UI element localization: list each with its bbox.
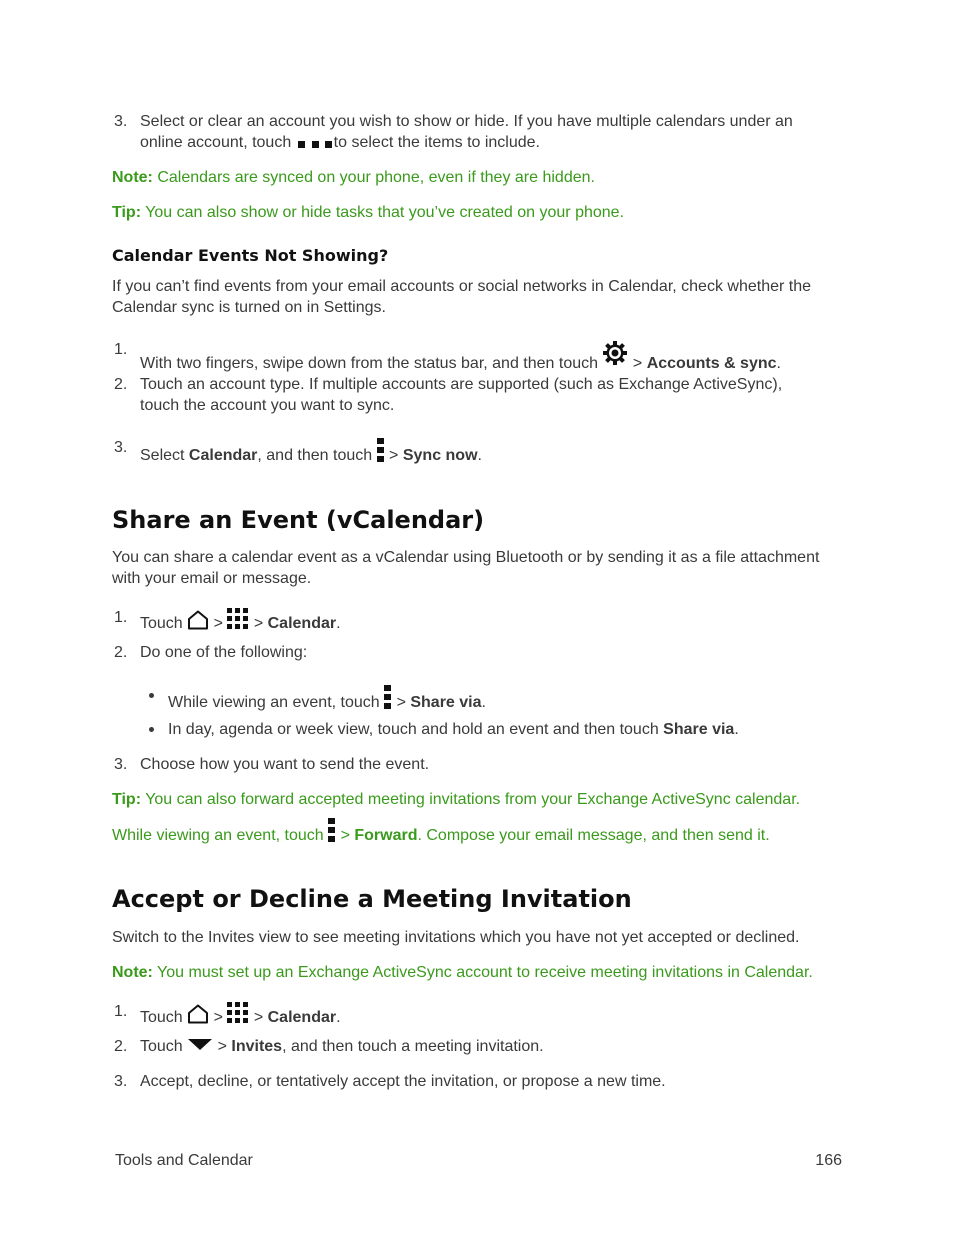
separator: > xyxy=(384,447,403,464)
apps-grid-icon xyxy=(227,1002,249,1024)
separator: > xyxy=(249,1009,268,1026)
menu-label: Calendar xyxy=(267,615,337,632)
step-number: 3. xyxy=(114,1073,128,1090)
step-text-line xyxy=(140,132,540,153)
step-text-line xyxy=(140,1036,544,1057)
step-text: , and then touch a meeting invitation. xyxy=(282,1038,544,1055)
step-text-line xyxy=(140,340,781,374)
separator: > xyxy=(628,355,647,372)
tip-label: Tip: xyxy=(112,204,142,221)
step-text-line xyxy=(140,438,482,466)
period: . xyxy=(336,615,341,632)
step-text: Touch xyxy=(140,1038,183,1055)
step-text: Accept, decline, or tentatively accept the invitation, or propose a new time. xyxy=(140,1073,666,1090)
period: . xyxy=(734,721,739,738)
home-icon xyxy=(187,1004,209,1024)
step-number: 3. xyxy=(114,113,128,130)
menu-label: Share via xyxy=(663,721,735,738)
bullet xyxy=(149,727,154,732)
paragraph: Switch to the Invites view to see meeting invitations which you have not yet accepted or declined. xyxy=(112,929,800,946)
settings-gear-icon xyxy=(602,340,628,366)
footer-section-title: Tools and Calendar xyxy=(115,1152,253,1169)
bullet xyxy=(149,693,154,698)
step-text: Select or clear an account you wish to show or hide. If you have multiple calendars under an xyxy=(140,113,793,130)
menu-label: Accounts & sync xyxy=(646,355,777,372)
three-dots-horizontal-icon xyxy=(296,137,334,149)
note-label: Note: xyxy=(112,169,153,186)
section-heading: Accept or Decline a Meeting Invitation xyxy=(112,885,632,913)
menu-label: Invites xyxy=(231,1038,283,1055)
note-label: Note: xyxy=(112,964,153,981)
separator: > xyxy=(392,694,411,711)
menu-vertical-icon xyxy=(328,818,336,842)
step-text: Do one of the following: xyxy=(140,644,308,661)
step-number: 1. xyxy=(114,341,128,358)
tip-text: . Compose your email message, and then send it. xyxy=(417,827,770,844)
step-text-line xyxy=(140,608,341,634)
apps-grid-icon xyxy=(227,608,249,630)
step-text: Choose how you want to send the event. xyxy=(140,756,430,773)
menu-vertical-icon xyxy=(384,685,392,709)
period: . xyxy=(336,1009,341,1026)
bullet-text: In day, agenda or week view, touch and hold an event and then touch xyxy=(168,721,664,738)
paragraph: Calendar sync is turned on in Settings. xyxy=(112,299,386,316)
paragraph: If you can’t find events from your email accounts or social networks in Calendar, check whether the xyxy=(112,278,812,295)
tip-text: You can also show or hide tasks that you’ve created on your phone. xyxy=(141,204,625,221)
separator: > xyxy=(209,615,228,632)
note-text: You must set up an Exchange ActiveSync account to receive meeting invitations in Calendar. xyxy=(152,964,813,981)
bullet-text: While viewing an event, touch xyxy=(168,694,380,711)
step-number: 2. xyxy=(114,644,128,661)
tip xyxy=(112,202,624,223)
step-number: 2. xyxy=(114,376,128,393)
paragraph: You can share a calendar event as a vCalendar using Bluetooth or by sending it as a file attachment xyxy=(112,549,820,566)
tip xyxy=(112,789,800,810)
home-icon xyxy=(187,610,209,630)
step-text-line xyxy=(140,1002,341,1028)
step-number: 1. xyxy=(114,1003,128,1020)
note-text: Calendars are synced on your phone, even if they are hidden. xyxy=(152,169,595,186)
menu-label: Sync now xyxy=(402,447,478,464)
note xyxy=(112,962,813,983)
step-text: Select xyxy=(140,447,189,464)
step-number: 1. xyxy=(114,609,128,626)
step-text: online account, touch xyxy=(140,134,292,151)
step-text: With two fingers, swipe down from the status bar, and then touch xyxy=(140,355,599,372)
menu-vertical-icon xyxy=(377,438,385,462)
menu-label: Calendar xyxy=(267,1009,337,1026)
section-heading: Share an Event (vCalendar) xyxy=(112,506,485,534)
step-text: , and then touch xyxy=(257,447,373,464)
period: . xyxy=(477,447,482,464)
step-text: Touch an account type. If multiple accounts are supported (such as Exchange ActiveSync), xyxy=(140,376,783,393)
step-number: 3. xyxy=(114,756,128,773)
menu-label: Calendar xyxy=(188,447,258,464)
dropdown-arrow-icon xyxy=(187,1037,213,1051)
bullet-text-line xyxy=(168,719,739,740)
tip-text: You can also forward accepted meeting invitations from your Exchange ActiveSync calendar. xyxy=(141,791,801,808)
separator: > xyxy=(213,1038,232,1055)
note xyxy=(112,167,595,188)
step-number: 2. xyxy=(114,1038,128,1055)
separator: > xyxy=(336,827,355,844)
tip-label: Tip: xyxy=(112,791,142,808)
paragraph: with your email or message. xyxy=(112,570,312,587)
separator: > xyxy=(249,615,268,632)
tip-line xyxy=(112,818,770,846)
menu-label: Share via xyxy=(410,694,482,711)
page-number: 166 xyxy=(815,1152,842,1169)
step-text: touch the account you want to sync. xyxy=(140,397,395,414)
subsection-heading: Calendar Events Not Showing? xyxy=(112,246,389,265)
period: . xyxy=(776,355,781,372)
separator: > xyxy=(209,1009,228,1026)
period: . xyxy=(481,694,486,711)
step-text: to select the items to include. xyxy=(333,134,540,151)
menu-label: Forward xyxy=(354,827,418,844)
bullet-text-line xyxy=(168,685,486,713)
step-text: Touch xyxy=(140,615,183,632)
step-text: Touch xyxy=(140,1009,183,1026)
tip-text: While viewing an event, touch xyxy=(112,827,324,844)
step-number: 3. xyxy=(114,439,128,456)
